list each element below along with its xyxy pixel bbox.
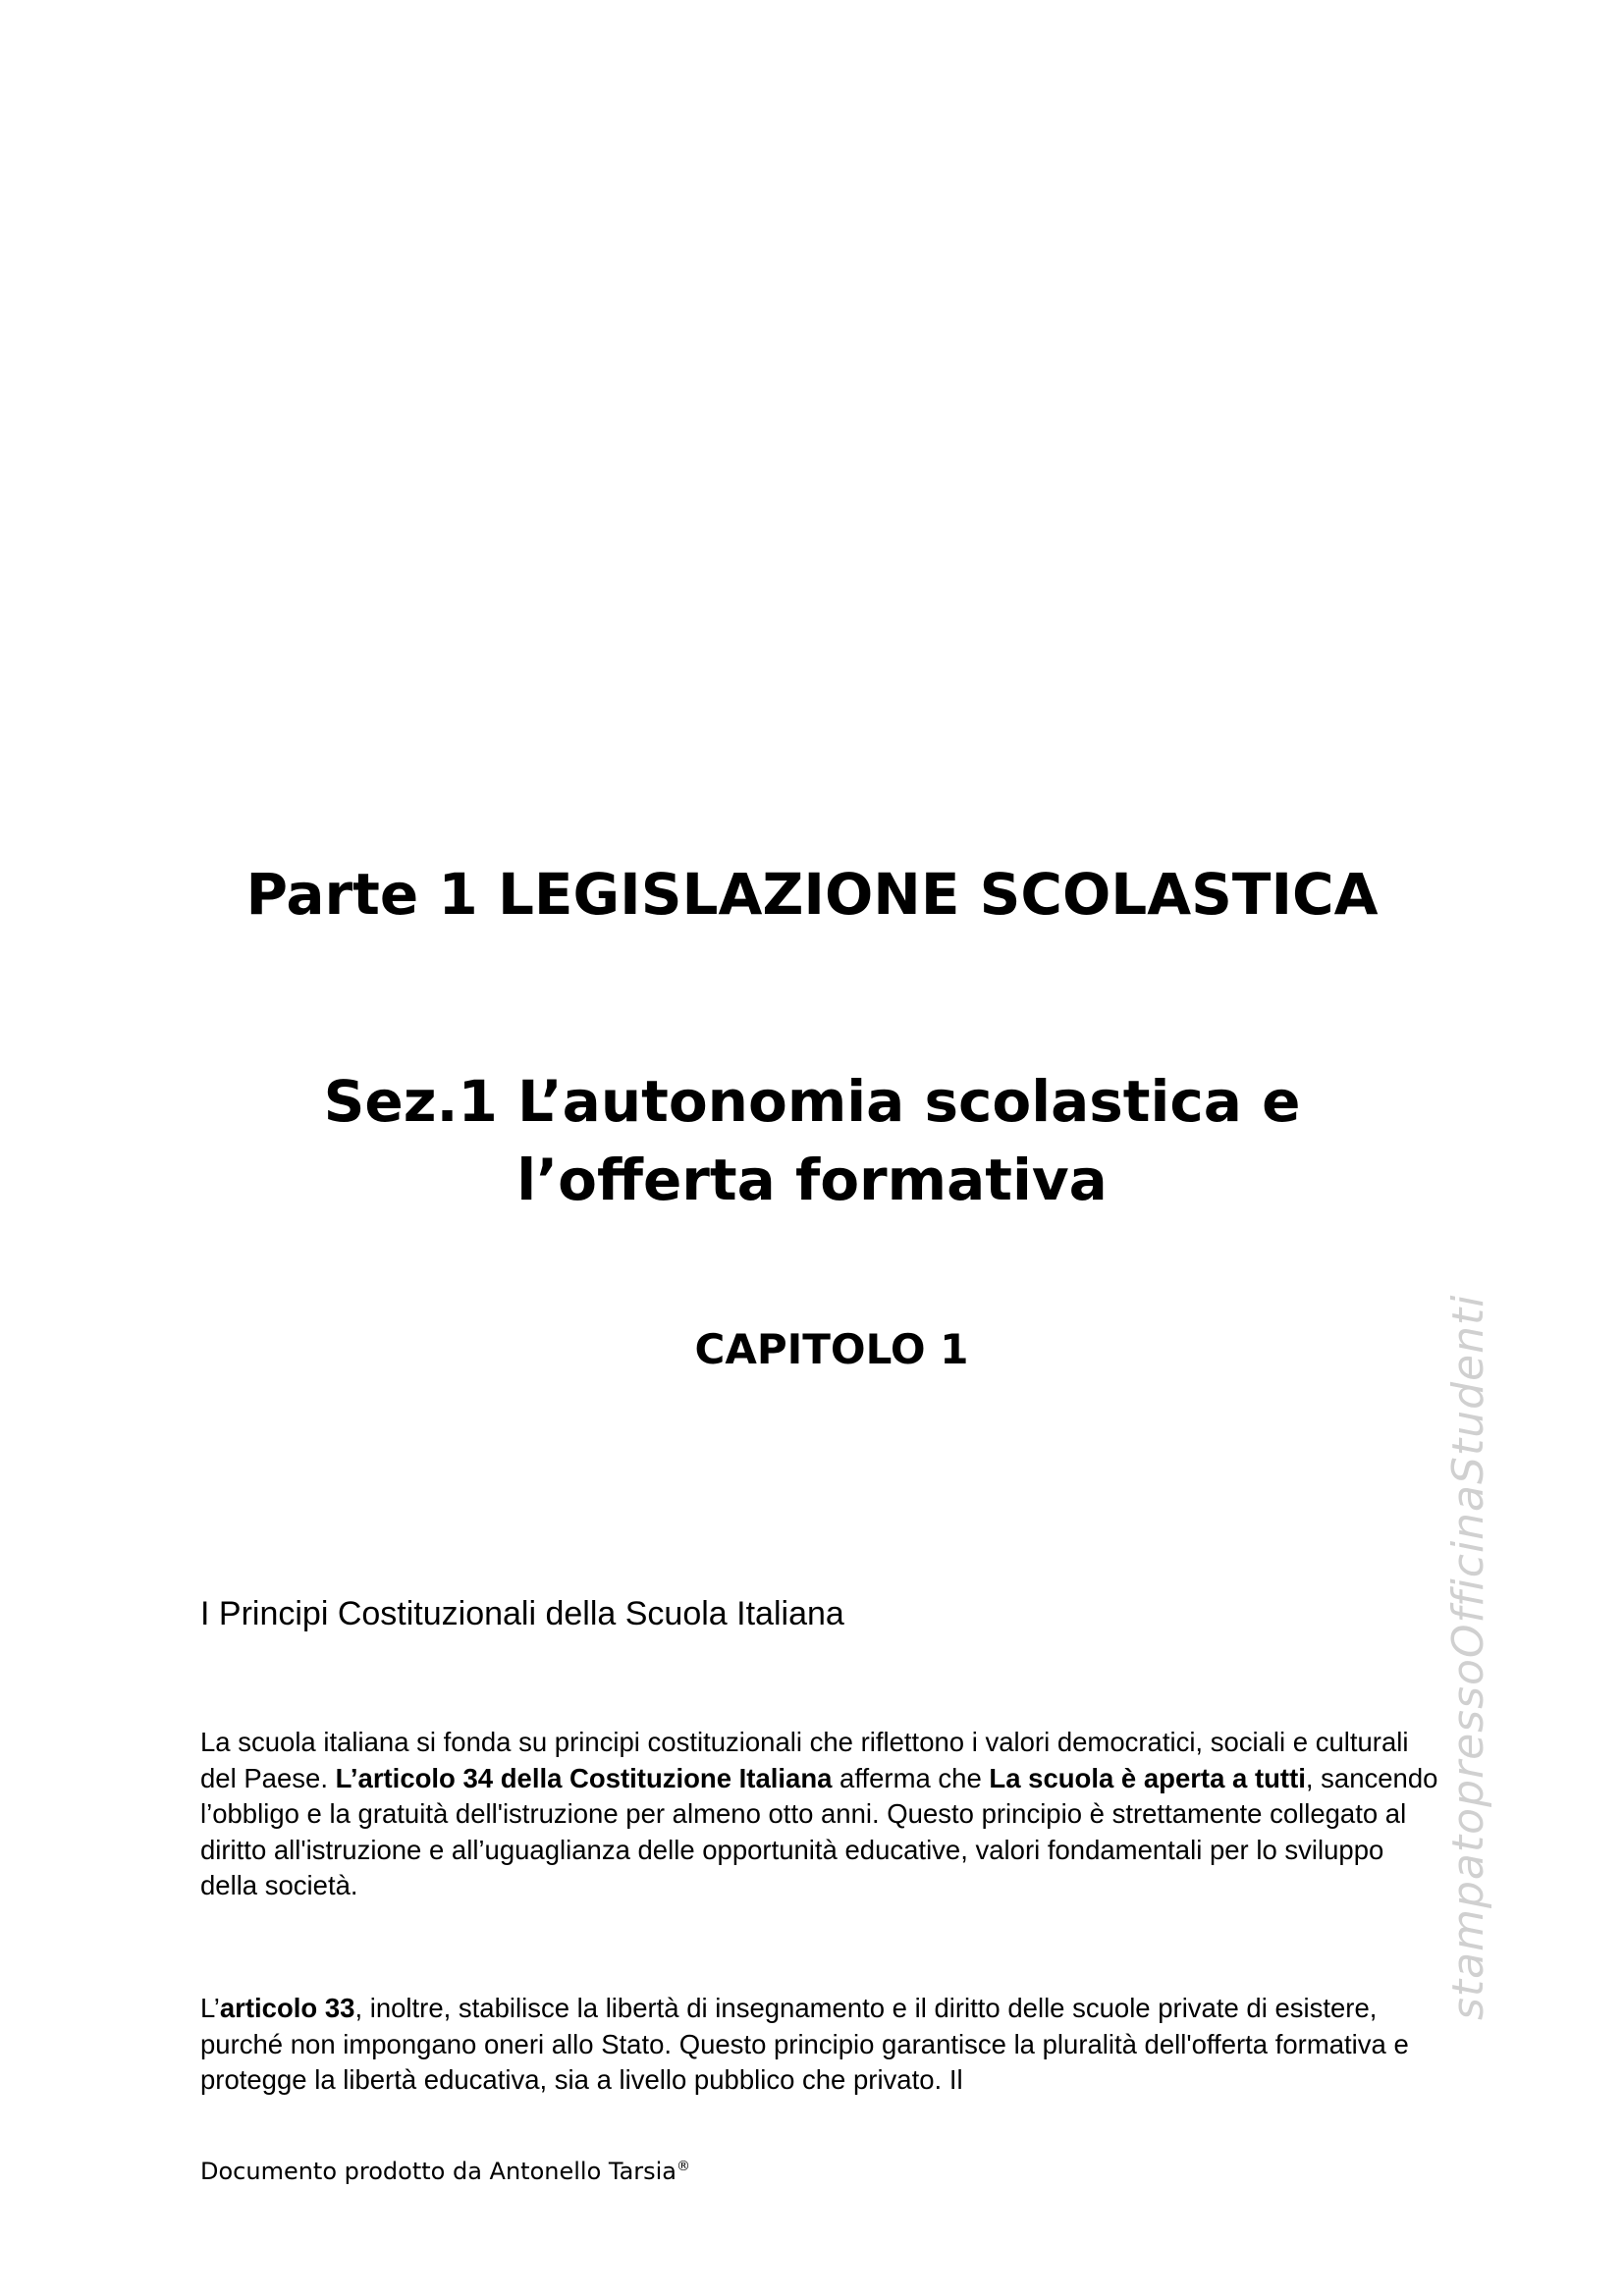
paragraph-2-bold-1: articolo 33 xyxy=(219,1993,355,2023)
section-title xyxy=(0,1062,1624,1219)
registered-mark: ® xyxy=(677,2159,691,2174)
paragraph-1-bold-2: La scuola è aperta a tutti xyxy=(989,1762,1306,1793)
paragraph-1-text-1: La scuola italiana si fonda su principi costituzionali che riflettono i valori democratici, sociali e culturali del Paese. xyxy=(200,1727,1409,1793)
watermark: stampatopressoOfficinaStudenti xyxy=(1443,1294,1493,2020)
paragraph-2-text-2: , inoltre, stabilisce la libertà di insegnamento e il diritto delle scuole private di esistere, purché non impongano oneri allo Stato. Questo principio garantisce la pluralità dell'offerta formativa e protegge la libertà educativa, sia a livello pubblico che privato. Il xyxy=(200,1993,1409,2095)
paragraph-2 xyxy=(200,1991,1447,2099)
section-title-line-2: l’offerta formativa xyxy=(516,1147,1108,1213)
paragraph-1-text-3: , sancendo l’obbligo e la gratuità dell'istruzione per almeno otto anni. Questo principio è strettamente collegato al diritto all'istruzione e all’uguaglianza delle opportunità educative, valori fondamentali per lo sviluppo della società. xyxy=(200,1762,1438,1900)
part-title: Parte 1 LEGISLAZIONE SCOLASTICA xyxy=(245,861,1379,928)
footer xyxy=(200,2152,690,2186)
section-title-line-1: Sez.1 L’autonomia scolastica e xyxy=(323,1068,1301,1135)
footer-text: Documento prodotto da Antonello Tarsia xyxy=(200,2158,677,2185)
paragraph-1-bold-1: L’articolo 34 della Costituzione Italiana xyxy=(335,1762,833,1793)
paragraph-1-text-2: afferma che xyxy=(832,1762,990,1793)
chapter-title: CAPITOLO 1 xyxy=(694,1325,969,1373)
paragraph-1 xyxy=(200,1725,1447,1904)
paragraph-2-text-1: L’ xyxy=(200,1993,220,2023)
subheading: I Principi Costituzionali della Scuola Italiana xyxy=(200,1595,844,1632)
